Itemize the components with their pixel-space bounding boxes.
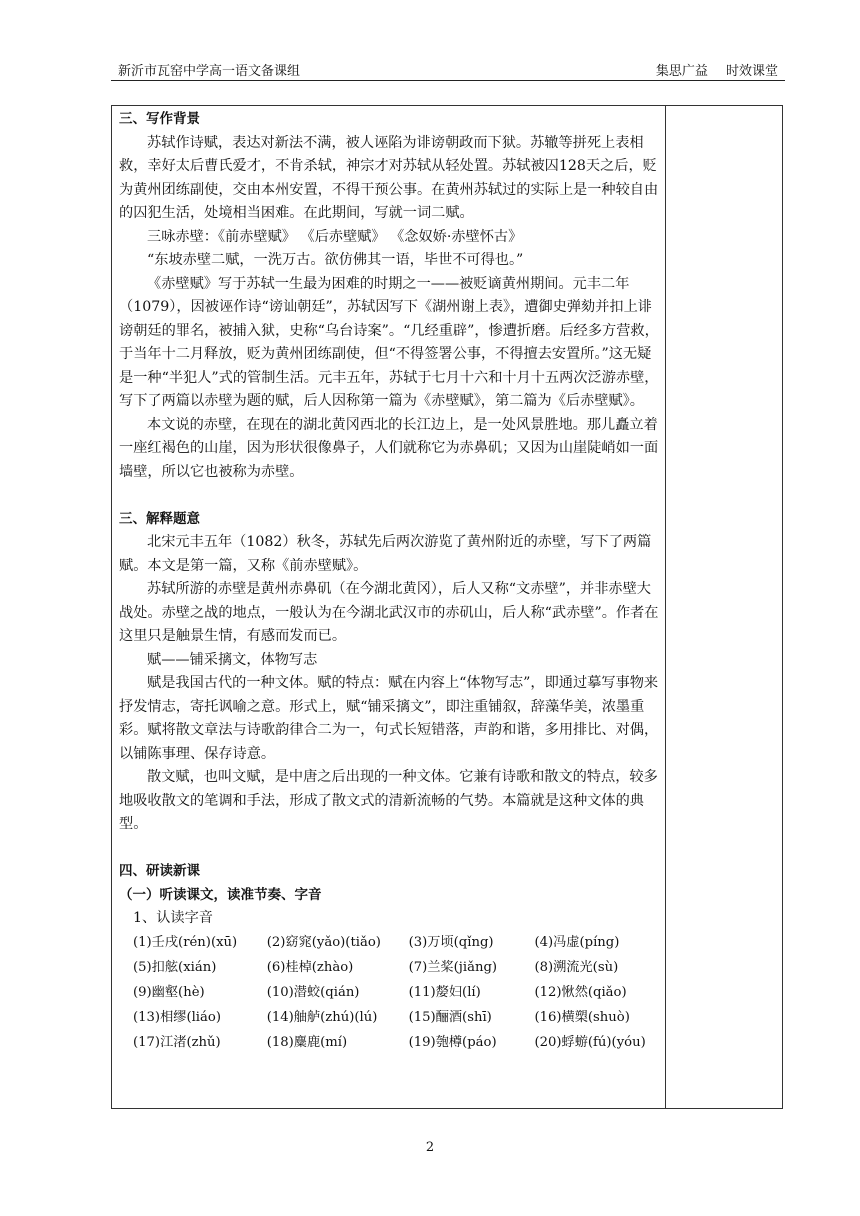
section-title-study: 四、研读新课 <box>119 863 200 879</box>
pinyin-item: (2)窈窕(yǎo)(tiǎo) <box>266 935 381 951</box>
pinyin-item: (14)舳舻(zhú)(lú) <box>266 1010 378 1026</box>
pinyin-item: (4)冯虚(píng) <box>534 935 620 951</box>
pinyin-item: (1)壬戌(rén)(xū) <box>133 935 238 951</box>
pinyin-item: (10)潜蛟(qián) <box>266 985 360 1001</box>
pinyin-item: (16)横槊(shuò) <box>534 1010 630 1026</box>
pinyin-item: (20)蜉蝣(fú)(yóu) <box>534 1035 646 1051</box>
pinyin-item: (13)相缪(liáo) <box>133 1010 221 1026</box>
header-school: 新沂市瓦窑中学高一语文备课组 <box>118 64 301 79</box>
pinyin-item: (11)嫠妇(lí) <box>408 985 481 1001</box>
list-heading: 1、认读字音 <box>133 910 213 926</box>
main-content <box>119 108 659 1056</box>
pinyin-item: (6)桂棹(zhào) <box>266 960 354 976</box>
paragraph: 苏轼作诗赋，表达对新法不满，被人诬陷为诽谤朝政而下狱。苏辙等拼死上表相救，幸好太后曹氏爱才，不肯杀轼，神宗才对苏轼从轻处置。苏轼被囚128天之后，贬为黄州团练副使，交由本州安置，不得干预公事。在黄州苏轼过的实际上是一种较自由的囚犯生活，处境相当困难。在此期间，写就一词二赋。 <box>119 134 659 221</box>
pinyin-item: (8)溯流光(sù) <box>534 960 619 976</box>
paragraph: 赋是我国古代的一种文体。赋的特点：赋在内容上“体物写志”，即通过摹写事物来抒发情志，寄托讽喻之意。形式上，赋“铺采摛文”，即注重铺叙，辞藻华美，浓墨重彩。赋将散文章法与诗歌韵律合二为一，句式长短错落，声韵和谐，多用排比、对偶，以铺陈事理、保存诗意。 <box>119 675 659 762</box>
pinyin-item: (18)麋鹿(mí) <box>266 1035 348 1051</box>
pinyin-item: (17)江渚(zhǔ) <box>133 1035 221 1051</box>
side-column-divider <box>665 105 666 1109</box>
pinyin-table <box>133 931 659 1056</box>
paragraph: 北宋元丰五年（1082）秋冬，苏轼先后两次游览了黄州附近的赤壁，写下了两篇赋。本文是第一篇，又称《前赤壁赋》。 <box>119 534 652 574</box>
paragraph: 散文赋，也叫文赋，是中唐之后出现的一种文体。它兼有诗歌和散文的特点，较多地吸收散文的笔调和手法，形成了散文式的清新流畅的气势。本篇就是这种文体的典型。 <box>119 769 658 832</box>
header-motto: 集思广益 时效课堂 <box>655 64 778 79</box>
pinyin-item: (15)酾酒(shī) <box>408 1010 492 1026</box>
page-header <box>118 60 778 80</box>
paragraph: 本文说的赤壁，在现在的湖北黄冈西北的长江边上，是一处风景胜地。那儿矗立着一座红褐色的山崖，因为形状很像鼻子，人们就称它为赤鼻矶；又因为山崖陡峭如一面墙壁，所以它也被称为赤壁。 <box>119 416 659 480</box>
pinyin-item: (9)幽壑(hè) <box>133 985 205 1001</box>
header-rule <box>111 80 785 81</box>
page-number: 2 <box>425 1140 435 1155</box>
table-row <box>133 931 659 956</box>
paragraph: 三咏赤壁：《前赤壁赋》 《后赤壁赋》 《念奴娇·赤壁怀古》 <box>147 228 523 245</box>
paragraph: 苏轼所游的赤壁是黄州赤鼻矶（在今湖北黄冈），后人又称“文赤壁”，并非赤壁大战处。赤壁之战的地点，一般认为在今湖北武汉市的赤矶山，后人称“武赤壁”。作者在这里只是触景生情，有感而发而已。 <box>119 581 659 644</box>
pinyin-item: (5)扣舷(xián) <box>133 960 217 976</box>
pinyin-item: (3)万顷(qǐng) <box>408 935 494 951</box>
table-row <box>133 1006 659 1031</box>
subsection-title: （一）听读课文，读准节奏、字音 <box>119 886 322 903</box>
paragraph: 赋——铺采摛文，体物写志 <box>147 651 318 668</box>
section-title-explain: 三、解释题意 <box>119 510 200 527</box>
paragraph: 《赤壁赋》写于苏轼一生最为困难的时期之一——被贬谪黄州期间。元丰二年（1079），因被诬作诗“谤讪朝廷”，苏轼因写下《湖州谢上表》，遭御史弹劾并扣上诽谤朝廷的罪名，被捕入狱，史称“乌台诗案”。“几经重辟”，惨遭折磨。后经多方营救，于当年十二月释放，贬为黄州团练副使，但“不得签署公事，不得擅去安置所。”这无疑是一种“半犯人”式的管制生活。元丰五年，苏轼于七月十六和十月十五两次泛游赤壁，写下了两篇以赤壁为题的赋，后人因称第一篇为《赤壁赋》，第二篇为《后赤壁赋》。 <box>119 275 659 409</box>
table-row <box>133 1031 659 1056</box>
paragraph: “东坡赤壁二赋，一洗万古。欲仿佛其一语，毕世不可得也。” <box>147 252 524 268</box>
table-row <box>133 981 659 1006</box>
pinyin-item: (7)兰桨(jiǎng) <box>408 960 498 976</box>
pinyin-item: (19)匏樽(páo) <box>408 1035 497 1051</box>
table-row <box>133 956 659 981</box>
pinyin-item: (12)愀然(qiǎo) <box>534 985 627 1001</box>
section-title-background: 三、写作背景 <box>119 111 200 127</box>
